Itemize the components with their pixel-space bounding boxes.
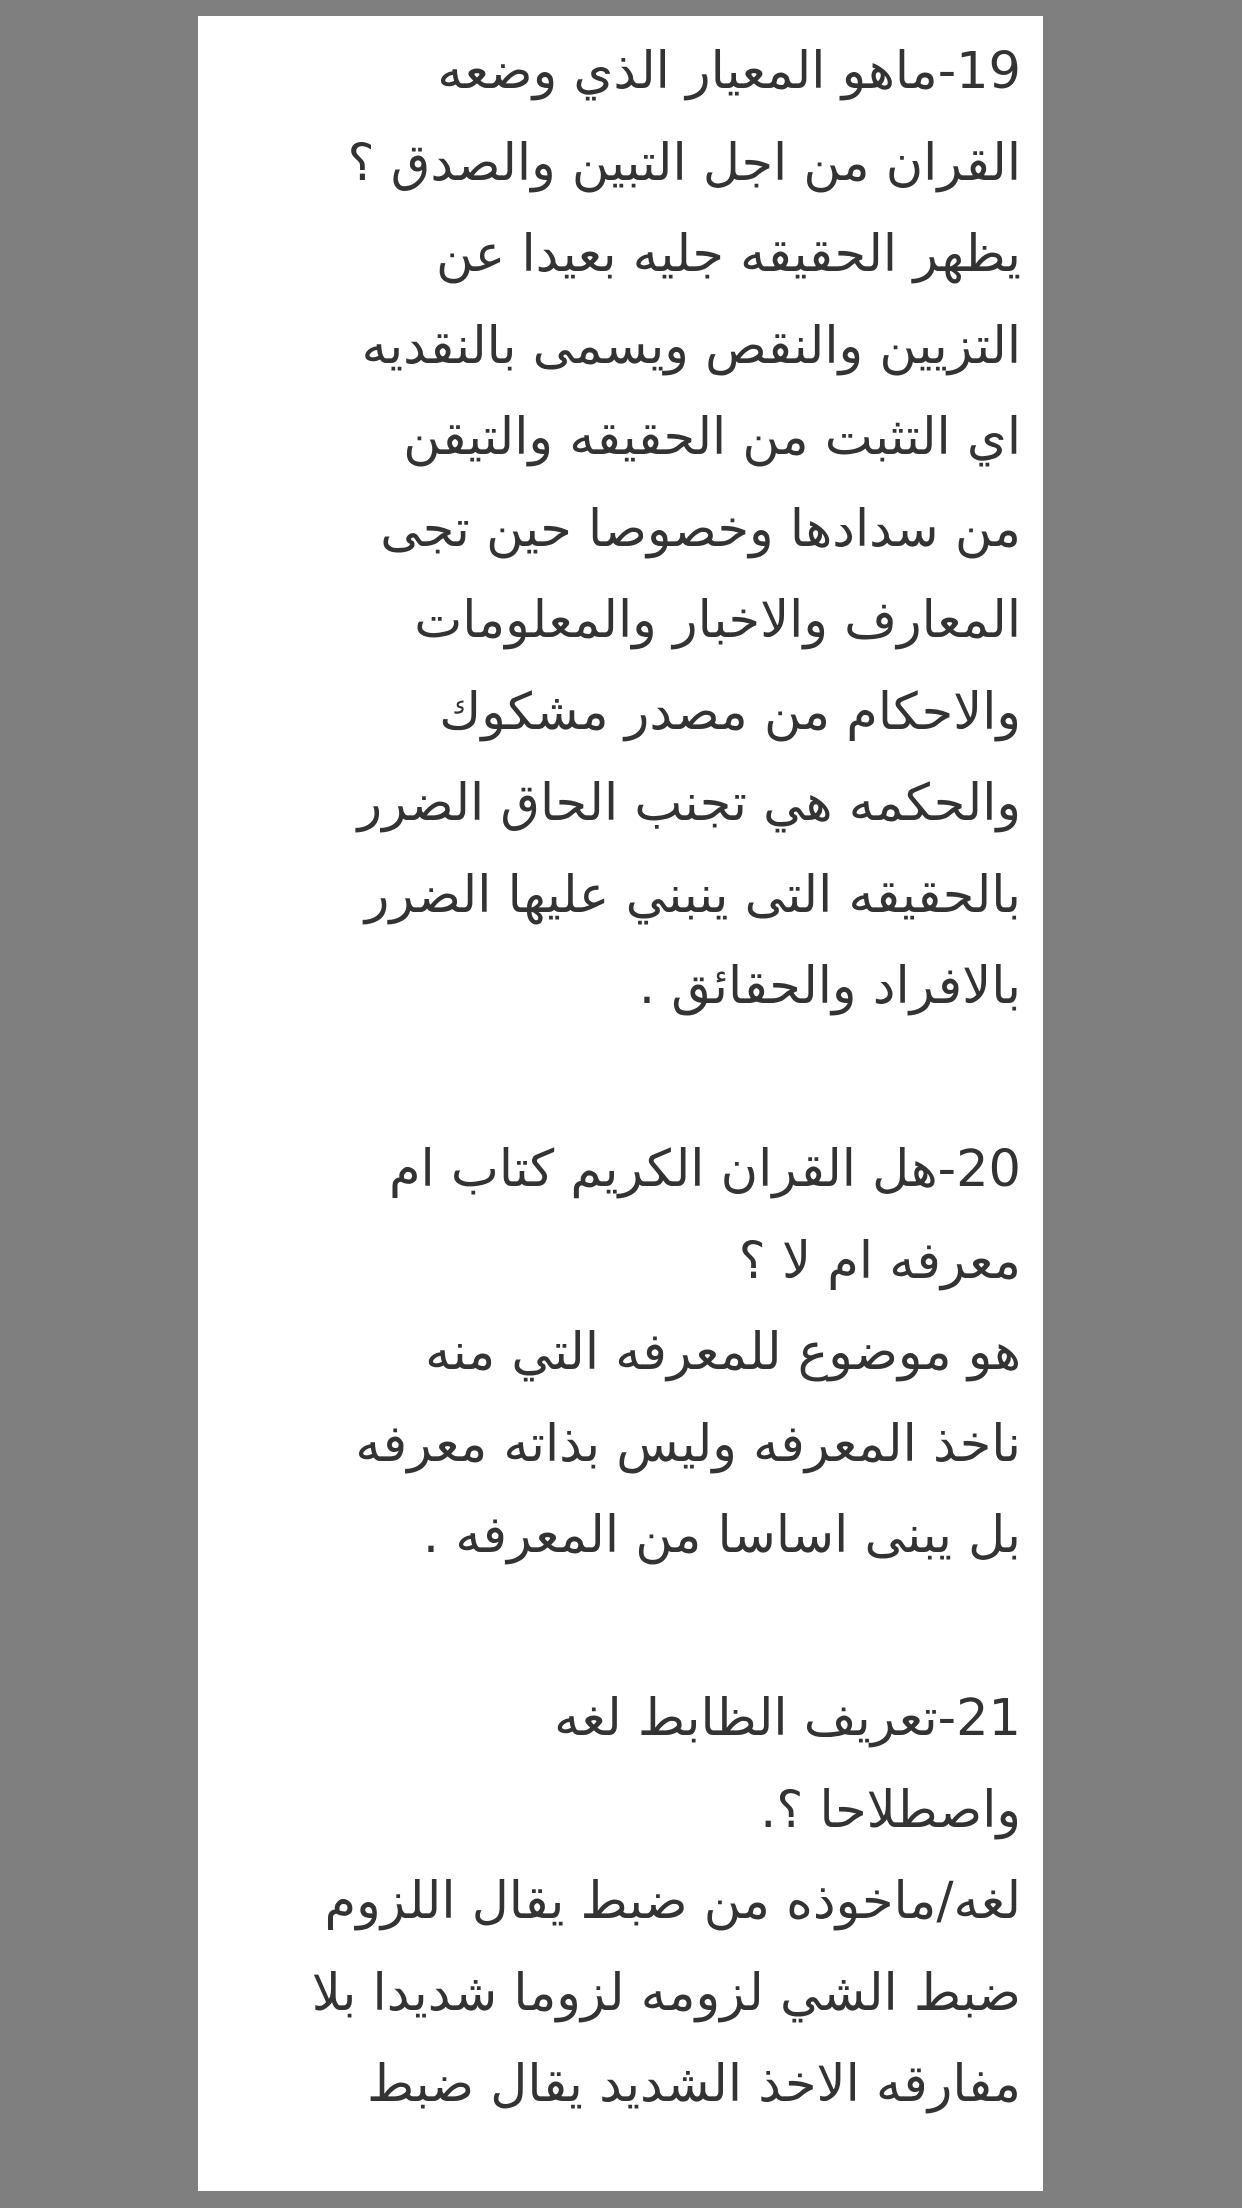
text-line: والاحكام من مصدر مشكوك bbox=[439, 682, 1021, 742]
text-line: ناخذ المعرفه وليس بذاته معرفه bbox=[355, 1414, 1021, 1474]
text-line: القران من اجل التبين والصدق ؟ bbox=[347, 133, 1021, 193]
text-line: من سدادها وخصوصا حين تجى bbox=[380, 499, 1021, 559]
blank-line bbox=[220, 1582, 1021, 1674]
text-line: ضبط الشي لزومه لزوما شديدا بلا bbox=[311, 1963, 1021, 2023]
text-line: اي التثبت من الحقيقه والتيقن bbox=[403, 408, 1021, 467]
text-line: 19-ماهو المعيار الذي وضعه bbox=[437, 42, 1021, 101]
text-line: بالحقيقه التى ينبني عليها الضرر bbox=[364, 865, 1021, 925]
text-line: مفارقه الاخذ الشديد يقال ضبط bbox=[366, 2055, 1021, 2114]
blank-line bbox=[220, 1033, 1021, 1125]
text-line: التزيين والنقص ويسمى بالنقديه bbox=[361, 316, 1021, 376]
text-line: 21-تعريف الظابط لغه bbox=[554, 1689, 1021, 1748]
text-line: بالافراد والحقائق . bbox=[638, 957, 1021, 1016]
document-page bbox=[198, 16, 1043, 2191]
text-line: 20-هل القران الكريم كتاب ام bbox=[388, 1140, 1021, 1199]
text-line: يظهر الحقيقه جليه بعيدا عن bbox=[435, 225, 1021, 284]
text-line: والحكمه هي تجنب الحاق الضرر bbox=[357, 774, 1021, 833]
text-line: هو موضوع للمعرفه التي منه bbox=[425, 1323, 1021, 1382]
text-line: بل يبنى اساسا من المعرفه . bbox=[422, 1506, 1021, 1565]
text-line: واصطلاحا ؟. bbox=[760, 1780, 1021, 1840]
text-line: المعارف والاخبار والمعلومات bbox=[414, 591, 1021, 650]
text-line: معرفه ام لا ؟ bbox=[738, 1231, 1021, 1291]
text-line: لغه/ماخوذه من ضبط يقال اللزوم bbox=[324, 1872, 1021, 1931]
